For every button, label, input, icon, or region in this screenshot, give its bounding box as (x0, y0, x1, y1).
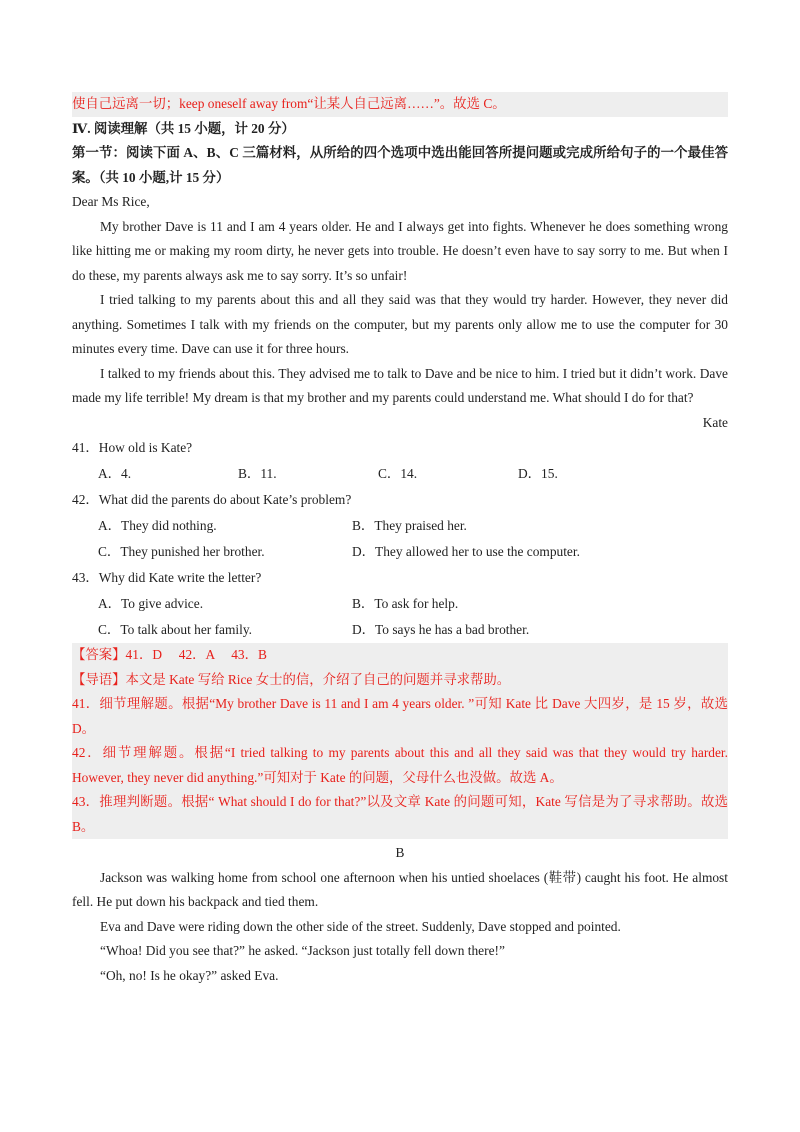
question-43-options-row2 (72, 617, 728, 643)
section-intro: 第一节：阅读下面 A、B、C 三篇材料，从所给的四个选项中选出能回答所提问题或完成所给句子的一个最佳答案。（共 10 小题,计 15 分） (72, 145, 728, 185)
answer-guide: 【导语】本文是 Kate 写给 Rice 女士的信，介绍了自己的问题并寻求帮助。 (72, 671, 511, 687)
letter-signature: Kate (702, 414, 728, 430)
option: A．4. (98, 466, 132, 481)
top-note: 使自己远离一切；keep oneself away from“让某人自己远离……”。故选 C。 (72, 92, 728, 117)
letter-paragraph: My brother Dave is 11 and I am 4 years older. He and I always get into fights. Whenever he does something wrong like hitting me or making my room dirty, he never gets into trouble. He doesn’t even have to say sorry to me. But when I do these, my parents always ask me to say sorry. It’s so unfair! (72, 218, 728, 283)
passage-b-label: B (395, 845, 405, 860)
question-43-options-row1 (72, 591, 728, 617)
option: C．14. (378, 466, 418, 481)
option: D．To says he has a bad brother. (352, 622, 530, 637)
answer-explanation-42: 42．细节理解题。根据“I tried talking to my parents about this and all they said was that they would try harder. However, they never did anything.”可知对于 Kate 的问题，父母什么也没做。故选 A。 (72, 745, 728, 785)
answer-explanation-43: 43．推理判断题。根据“ What should I do for that?”以及文章 Kate 的问题可知，Kate 写信是为了寻求帮助。故选 B。 (72, 794, 728, 834)
option: B．To ask for help. (352, 596, 459, 611)
option: D．They allowed her to use the computer. (352, 544, 580, 559)
passage-b-paragraph: “Whoa! Did you see that?” he asked. “Jackson just totally fell down there!” (100, 943, 505, 958)
option: B．They praised her. (352, 518, 467, 533)
page-content (72, 92, 728, 988)
letter-paragraph: I tried talking to my parents about this and all they said was that they would try harder. However, they never did anything. Sometimes I talk with my friends on the computer, but my parents only allow me to use the computer for 30 minutes every time. Dave can use it for three hours. (72, 292, 728, 356)
answer-key: 【答案】41．D 42．A 43．B (72, 647, 267, 662)
letter-paragraph: I talked to my friends about this. They advised me to talk to Dave and be nice to him. I tried but it didn’t work. Dave made my life terrible! My dream is that my brother and my parents could understand me. What should I do for that? (72, 365, 728, 405)
option: A．To give advice. (98, 596, 204, 611)
passage-b-paragraph: “Oh, no! Is he okay?” asked Eva. (100, 967, 279, 983)
option: B．11. (238, 466, 277, 481)
question-42-options-row1 (72, 513, 728, 539)
letter-greeting: Dear Ms Rice, (72, 194, 150, 209)
option: C．They punished her brother. (98, 544, 265, 559)
question-41: 41．How old is Kate? (72, 440, 193, 455)
section-title: Ⅳ. 阅读理解（共 15 小题，计 20 分） (72, 120, 295, 136)
question-43: 43．Why did Kate write the letter? (72, 570, 262, 585)
question-42-options-row2 (72, 539, 728, 565)
question-41-options (72, 461, 728, 487)
answer-block (72, 643, 728, 839)
question-42: 42．What did the parents do about Kate’s problem? (72, 492, 352, 507)
option: C．To talk about her family. (98, 622, 253, 637)
option: D．15. (518, 466, 558, 481)
passage-b-paragraph: Eva and Dave were riding down the other side of the street. Suddenly, Dave stopped and pointed. (100, 918, 621, 934)
passage-b-paragraph: Jackson was walking home from school one afternoon when his untied shoelaces (鞋带) caught his foot. He almost fell. He put down his backpack and tied them. (72, 869, 728, 909)
option: A．They did nothing. (98, 518, 217, 533)
answer-explanation-41: 41．细节理解题。根据“My brother Dave is 11 and I am 4 years older. ”可知 Kate 比 Dave 大四岁，是 15 岁，故选 D。 (72, 696, 728, 736)
